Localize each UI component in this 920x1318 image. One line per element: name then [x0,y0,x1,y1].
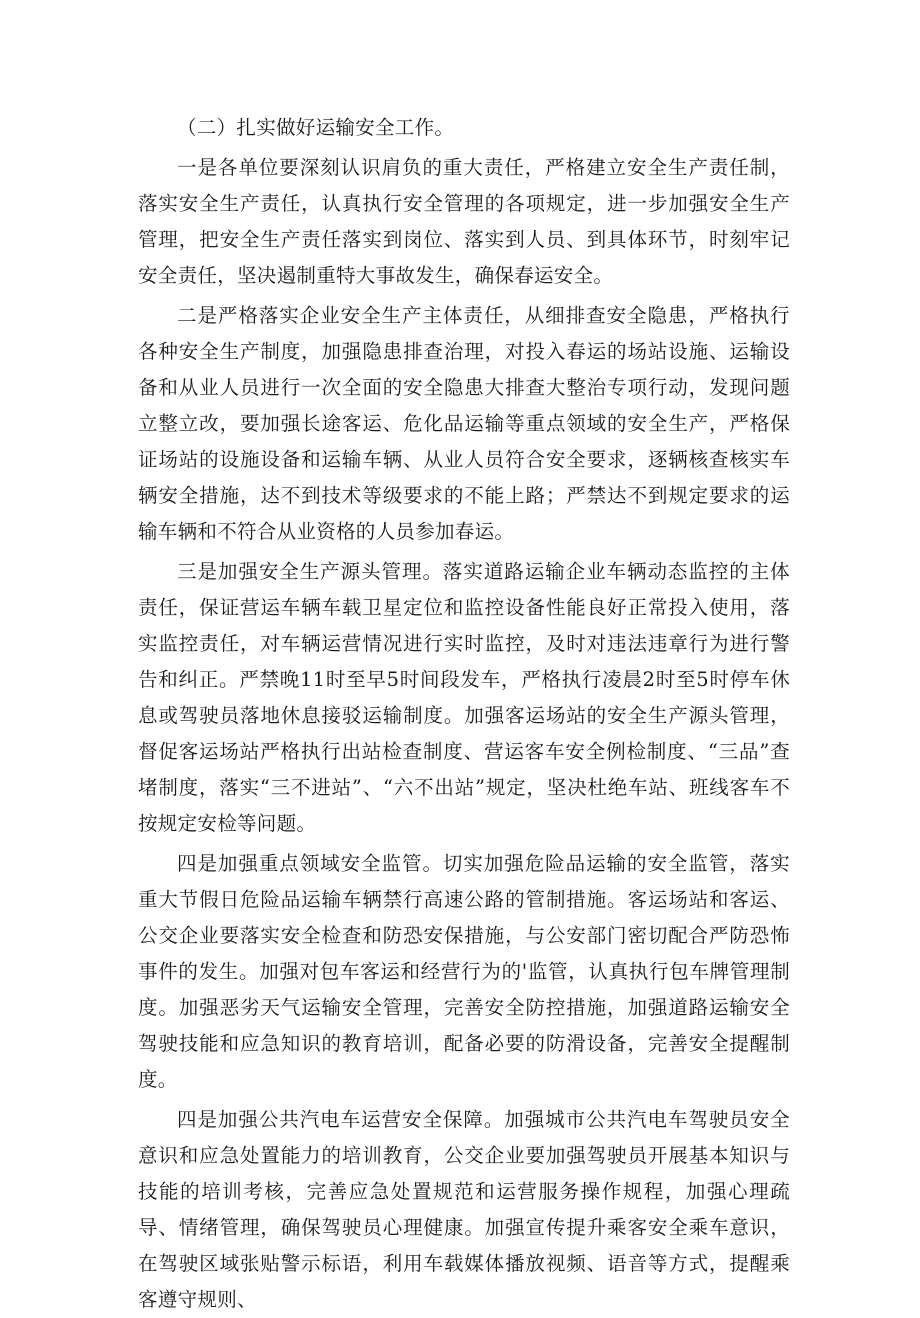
paragraph-2: 二是严格落实企业安全生产主体责任，从细排查安全隐患，严格执行各种安全生产制度，加强隐患排查治理，对投入春运的场站设施、运输设备和从业人员进行一次全面的安全隐患大排查大整治专项行动，发现问题立整立改，要加强长途客运、危化品运输等重点领域的安全生产，严格保证场站的设施设备和运输车辆、从业人员符合安全要求，逐辆核查核实车辆安全措施，达不到技术等级要求的不能上路；严禁达不到规定要求的运输车辆和不符合从业资格的人员参加春运。 [138,304,790,543]
paragraph-4: 四是加强重点领域安全监管。切实加强危险品运输的安全监管，落实重大节假日危险品运输车辆禁行高速公路的管制措施。客运场站和客运、公交企业要落实安全检查和防恐安保措施，与公安部门密切配合严防恐怖事件的发生。加强对包车客运和经营行为的'监管，认真执行包车牌管理制度。加强恶劣天气运输安全管理，完善安全防控措施，加强道路运输安全驾驶技能和应急知识的教育培训，配备必要的防滑设备，完善安全提醒制度。 [138,852,790,1091]
document-body [138,110,790,1318]
paragraph-1: 一是各单位要深刻认识肩负的重大责任，严格建立安全生产责任制，落实安全生产责任，认真执行安全管理的各项规定，进一步加强安全生产管理，把安全生产责任落实到岗位、落实到人员、到具体环节，时刻牢记安全责任，坚决遏制重特大事故发生，确保春运安全。 [138,156,790,287]
paragraph-3: 三是加强安全生产源头管理。落实道路运输企业车辆动态监控的主体责任，保证营运车辆车载卫星定位和监控设备性能良好正常投入使用，落实监控责任，对车辆运营情况进行实时监控，及时对违法违章行为进行警告和纠正。严禁晚11时至早5时间段发车，严格执行凌晨2时至5时停车休息或驾驶员落地休息接驳运输制度。加强客运场站的安全生产源头管理，督促客运场站严格执行出站检查制度、营运客车安全例检制度、“三品”查堵制度，落实“三不进站”、“六不出站”规定，坚决杜绝车站、班线客车不按规定安检等问题。 [138,560,790,835]
paragraph-5: 四是加强公共汽电车运营安全保障。加强城市公共汽电车驾驶员安全意识和应急处置能力的培训教育，公交企业要加强驾驶员开展基本知识与技能的培训考核，完善应急处置规范和运营服务操作规程，加强心理疏导、情绪管理，确保驾驶员心理健康。加强宣传提升乘客安全乘车意识，在驾驶区域张贴警示标语，利用车载媒体播放视频、语音等方式，提醒乘客遵守规则、 [138,1108,790,1311]
section-heading: （二）扎实做好运输安全工作。 [177,116,455,139]
